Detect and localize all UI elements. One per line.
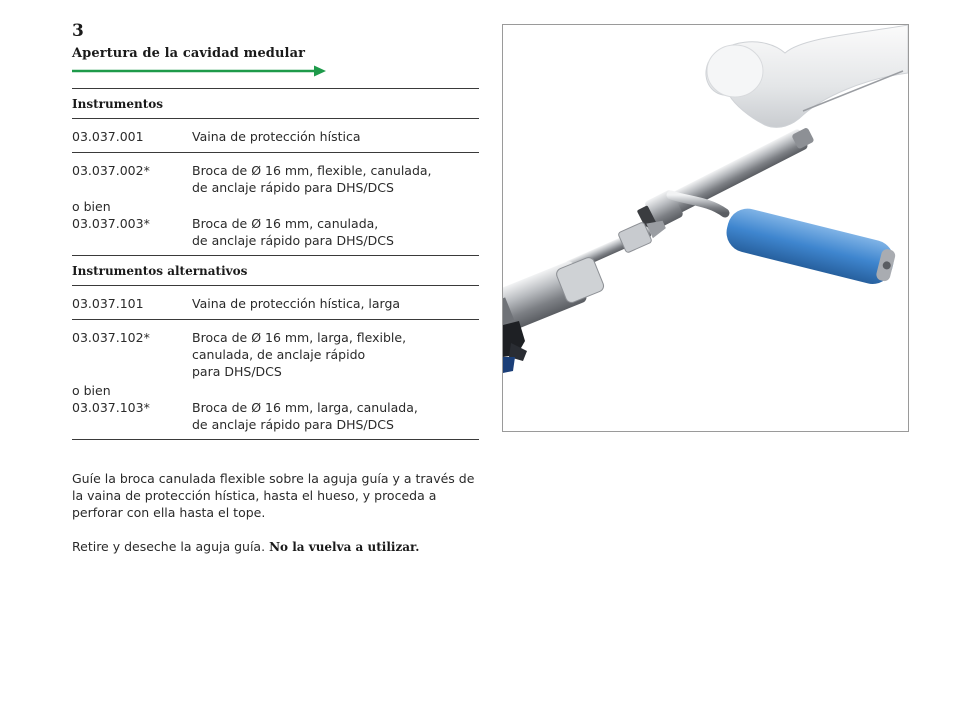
arrow-right-icon <box>72 64 332 78</box>
instruments-heading: Instrumentos <box>72 88 479 119</box>
surgical-drill-image <box>503 25 908 431</box>
article-description: Vaina de protección hística, larga <box>192 296 401 311</box>
article-code: 03.037.103* <box>72 400 150 415</box>
step-title: Apertura de la cavidad medular <box>72 46 306 61</box>
warning-emphasis: No la vuelva a utilizar. <box>269 540 420 554</box>
article-description: de anclaje rápido para DHS/DCS <box>192 417 394 432</box>
table-row <box>72 286 479 320</box>
article-code: 03.037.101 <box>72 296 144 311</box>
instructions-column <box>72 22 479 556</box>
step-arrow <box>72 64 479 80</box>
article-code: 03.037.002* <box>72 163 150 178</box>
warning-text: Retire y deseche la aguja guía. <box>72 539 266 554</box>
table-row <box>72 153 479 256</box>
drill-illustration <box>502 24 909 432</box>
article-description: Broca de Ø 16 mm, canulada, <box>192 216 379 231</box>
alternatives-heading: Instrumentos alternativos <box>72 256 479 286</box>
article-description: Broca de Ø 16 mm, flexible, canulada, <box>192 163 432 178</box>
article-description: Vaina de protección hística <box>192 129 361 144</box>
article-code: 03.037.003* <box>72 216 150 231</box>
article-code: 03.037.001 <box>72 129 144 144</box>
article-description: para DHS/DCS <box>192 364 282 379</box>
article-description: canulada, de anclaje rápido <box>192 347 366 362</box>
warning-paragraph <box>72 538 479 556</box>
step-number: 3 <box>72 21 84 41</box>
article-description: de anclaje rápido para DHS/DCS <box>192 233 394 248</box>
article-description: Broca de Ø 16 mm, larga, canulada, <box>192 400 418 415</box>
alternative-label: o bien <box>72 383 111 398</box>
article-code: 03.037.102* <box>72 330 150 345</box>
table-row <box>72 320 479 440</box>
alternative-label: o bien <box>72 199 111 214</box>
instruction-paragraph: Guíe la broca canulada flexible sobre la aguja guía y a través de la vaina de protección hística, hasta el hueso, y proceda a perforar con ella hasta el tope. <box>72 471 475 520</box>
table-row <box>72 119 479 153</box>
article-description: Broca de Ø 16 mm, larga, flexible, <box>192 330 407 345</box>
article-description: de anclaje rápido para DHS/DCS <box>192 180 394 195</box>
